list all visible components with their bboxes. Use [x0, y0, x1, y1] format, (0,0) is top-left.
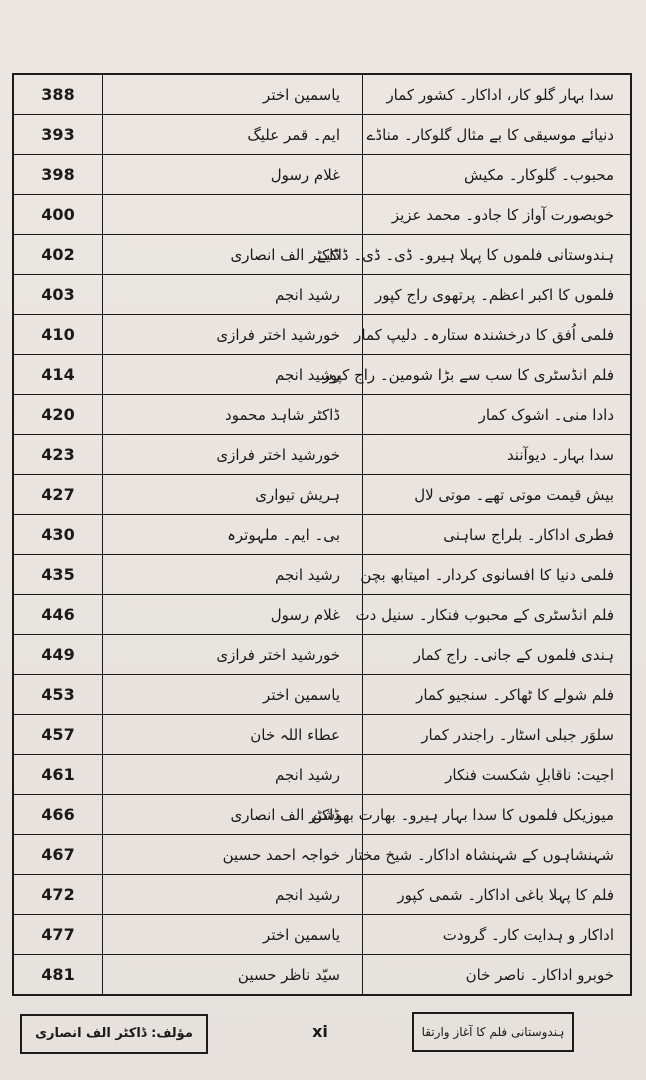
toc-page-number: 414	[13, 355, 103, 395]
toc-page-number: 423	[13, 435, 103, 475]
table-row	[13, 515, 631, 555]
toc-author: رشید انجم	[103, 355, 363, 395]
toc-page-number: 449	[13, 635, 103, 675]
toc-author: رشید انجم	[103, 275, 363, 315]
author-credit: مؤلف: ڈاکٹر الف انصاری	[35, 1026, 193, 1041]
toc-body	[13, 74, 631, 995]
toc-author: رشید انجم	[103, 755, 363, 795]
toc-page-number: 453	[13, 675, 103, 715]
toc-title: فلم شولے کا ٹھاکر۔ سنجیو کمار	[363, 675, 632, 715]
toc-author: یاسمین اختر	[103, 675, 363, 715]
toc-title: فلمی اُفق کا درخشندہ ستارہ۔ دلیپ کمار	[363, 315, 632, 355]
toc-page-number: 446	[13, 595, 103, 635]
toc-author: بی۔ ایم۔ ملہوترہ	[103, 515, 363, 555]
toc-title: فلمی دنیا کا افسانوی کردار۔ امیتابھ بچن	[363, 555, 632, 595]
toc-page-number: 466	[13, 795, 103, 835]
toc-page-number: 430	[13, 515, 103, 555]
toc-author: خواجہ احمد حسین	[103, 835, 363, 875]
toc-author	[103, 195, 363, 235]
toc-author: ہریش تیواری	[103, 475, 363, 515]
toc-page-number: 393	[13, 115, 103, 155]
toc-page-number: 472	[13, 875, 103, 915]
toc-title: فطری اداکار۔ بلراج ساہنی	[363, 515, 632, 555]
toc-title: سدا بہار۔ دیوآنند	[363, 435, 632, 475]
toc-author: ڈاکٹر شاہد محمود	[103, 395, 363, 435]
table-row	[13, 74, 631, 115]
table-row	[13, 115, 631, 155]
table-row	[13, 275, 631, 315]
table-row	[13, 195, 631, 235]
toc-page-number: 467	[13, 835, 103, 875]
table-row	[13, 395, 631, 435]
toc-author: غلام رسول	[103, 155, 363, 195]
toc-title: اداکار و ہدایت کار۔ گرودت	[363, 915, 632, 955]
table-row	[13, 715, 631, 755]
toc-page-number: 461	[13, 755, 103, 795]
toc-author: عطاء اللہ خان	[103, 715, 363, 755]
toc-title: سدا بہار گلو کار، اداکار۔ کشور کمار	[363, 74, 632, 115]
toc-title: بیش قیمت موتی تھے۔ موتی لال	[363, 475, 632, 515]
toc-author: یاسمین اختر	[103, 915, 363, 955]
table-row	[13, 595, 631, 635]
page-number: xi	[312, 1022, 328, 1041]
toc-title: خوبصورت آواز کا جادو۔ محمد عزیز	[363, 195, 632, 235]
toc-title: محبوب۔ گلوکار۔ مکیش	[363, 155, 632, 195]
toc-title: دادا منی۔ اشوک کمار	[363, 395, 632, 435]
book-title: ہندوستانی فلم کا آغاز وارتقا	[421, 1025, 565, 1039]
table-row	[13, 875, 631, 915]
table-row	[13, 555, 631, 595]
toc-title: ہندی فلموں کے جانی۔ راج کمار	[363, 635, 632, 675]
toc-page-number: 435	[13, 555, 103, 595]
toc-title: فلم انڈسٹری کا سب سے بڑا شومین۔ راج کپور	[363, 355, 632, 395]
toc-title: فلم کا پہلا باغی اداکار۔ شمی کپور	[363, 875, 632, 915]
toc-author: رشید انجم	[103, 555, 363, 595]
toc-author: ڈاکٹر الف انصاری	[103, 235, 363, 275]
toc-title: شہنشاہوں کے شہنشاہ اداکار۔ شیخ مختار	[363, 835, 632, 875]
toc-title: خوبرو اداکار۔ ناصر خان	[363, 955, 632, 996]
toc-page-number: 402	[13, 235, 103, 275]
toc-author: خورشید اختر فرازی	[103, 435, 363, 475]
book-title-box	[412, 1012, 574, 1052]
table-row	[13, 635, 631, 675]
toc-title: دنیائے موسیقی کا بے مثال گلوکار۔ مناڈے	[363, 115, 632, 155]
toc-author: غلام رسول	[103, 595, 363, 635]
toc-author: ڈاکٹر الف انصاری	[103, 795, 363, 835]
author-credit-box	[20, 1014, 208, 1054]
toc-page-number: 427	[13, 475, 103, 515]
table-row	[13, 835, 631, 875]
toc-author: سیّد ناظر حسین	[103, 955, 363, 996]
toc-page-number: 398	[13, 155, 103, 195]
toc-page-number: 410	[13, 315, 103, 355]
toc-title: ہندوستانی فلموں کا پہلا ہیرو۔ ڈی۔ ڈی۔ ڈاکیے	[363, 235, 632, 275]
table-row	[13, 235, 631, 275]
toc-title: فلموں کا اکبر اعظم۔ پرتھوی راج کپور	[363, 275, 632, 315]
toc-title: اجیت: ناقابلِ شکست فنکار	[363, 755, 632, 795]
toc-title: فلم انڈسٹری کے محبوب فنکار۔ سنیل دت	[363, 595, 632, 635]
table-of-contents	[12, 73, 632, 996]
table-row	[13, 915, 631, 955]
table-row	[13, 475, 631, 515]
toc-page-number: 403	[13, 275, 103, 315]
table-row	[13, 435, 631, 475]
toc-page-number: 477	[13, 915, 103, 955]
toc-page-number: 400	[13, 195, 103, 235]
toc-author: رشید انجم	[103, 875, 363, 915]
toc-author: خورشید اختر فرازی	[103, 315, 363, 355]
toc-page-number: 481	[13, 955, 103, 996]
toc-page-number: 420	[13, 395, 103, 435]
table-row	[13, 955, 631, 996]
toc-author: یاسمین اختر	[103, 74, 363, 115]
table-row	[13, 755, 631, 795]
table-row	[13, 155, 631, 195]
toc-title: سلوَر جبلی اسٹار۔ راجندر کمار	[363, 715, 632, 755]
toc-page-number: 388	[13, 74, 103, 115]
table-row	[13, 675, 631, 715]
table-row	[13, 795, 631, 835]
table-row	[13, 315, 631, 355]
toc-title: میوزیکل فلموں کا سدا بہار ہیرو۔ بھارت بھوشن	[363, 795, 632, 835]
toc-author: ایم۔ قمر علیگ	[103, 115, 363, 155]
table-row	[13, 355, 631, 395]
toc-author: خورشید اختر فرازی	[103, 635, 363, 675]
toc-page-number: 457	[13, 715, 103, 755]
